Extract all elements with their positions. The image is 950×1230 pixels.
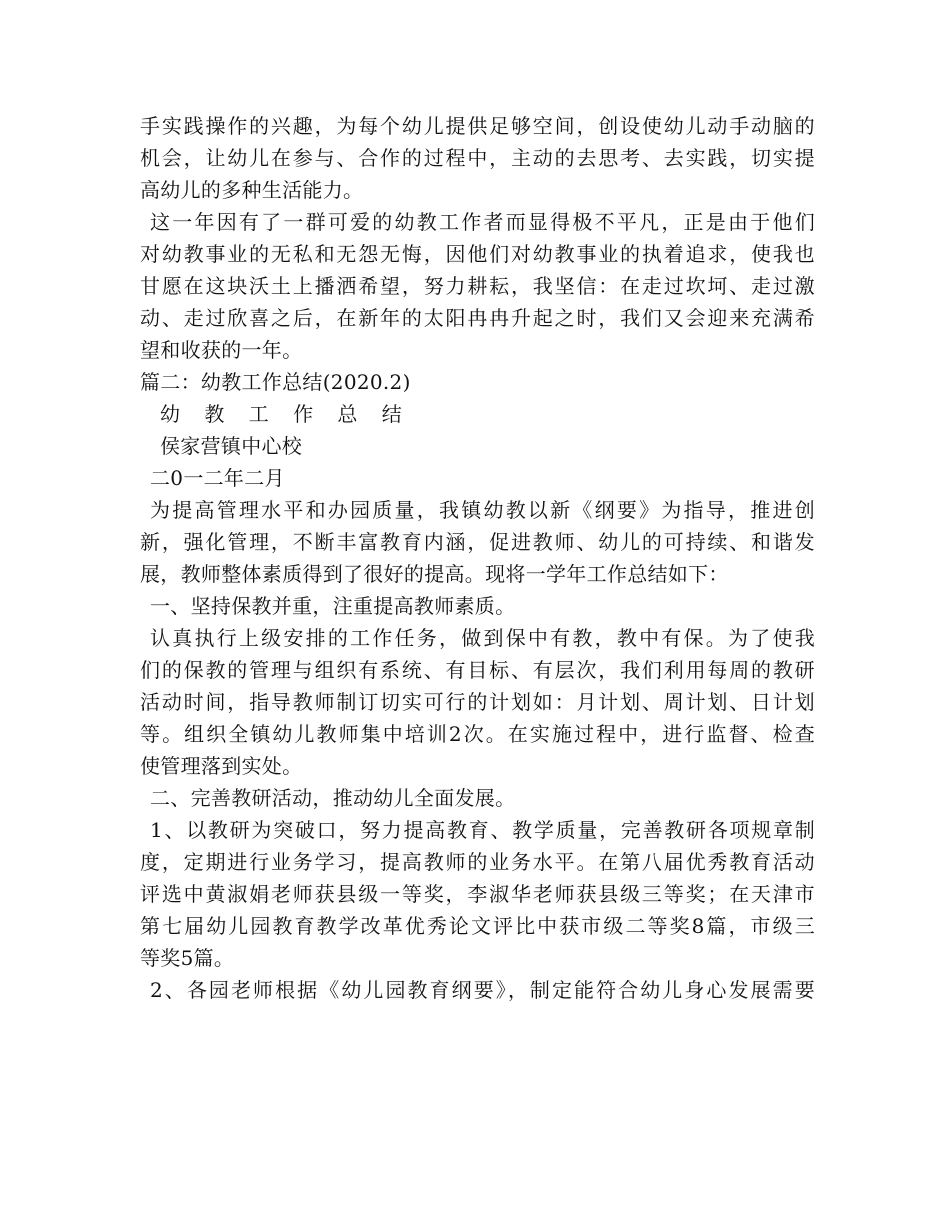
school-name: 侯家营镇中心校 [160, 434, 303, 458]
paragraph-line: 活动时间，指导教师制订切实可行的计划如：月计划、周计划、日计划 [140, 690, 815, 714]
paragraph-line: 2、各园老师根据《幼儿园教育纲要》，制定能符合幼儿身心发展需要 [150, 978, 815, 1002]
paragraph-line: 展，教师整体素质得到了很好的提高。现将一学年工作总结如下： [140, 562, 729, 586]
document-title: 幼 教 工 作 总 结 [160, 402, 411, 426]
paragraph-line: 高幼儿的多种生活能力。 [140, 178, 364, 202]
paragraph-line: 动、走过欣喜之后，在新年的太阳冉冉升起之时，我们又会迎来充满希 [140, 306, 815, 330]
paragraph-line: 甘愿在这块沃土上播洒希望，努力耕耘，我坚信：在走过坎坷、走过激 [140, 274, 815, 298]
paragraph-line: 等奖5篇。 [140, 946, 235, 970]
paragraph-line: 望和收获的一年。 [140, 338, 303, 362]
paragraph-line: 为提高管理水平和办园质量，我镇幼教以新《纲要》为指导，推进创 [150, 498, 815, 522]
section-heading: 篇二：幼教工作总结(2020.2) [140, 370, 411, 394]
subsection-heading: 二、完善教研活动，推动幼儿全面发展。 [150, 786, 516, 810]
document-body [140, 110, 815, 1006]
paragraph-line: 度，定期进行业务学习，提高教师的业务水平。在第八届优秀教育活动 [140, 850, 815, 874]
paragraph-line: 认真执行上级安排的工作任务，做到保中有教，教中有保。为了使我 [150, 626, 815, 650]
paragraph-line: 等。组织全镇幼儿教师集中培训2次。在实施过程中，进行监督、检查 [140, 722, 815, 746]
paragraph-line: 新，强化管理，不断丰富教育内涵，促进教师、幼儿的可持续、和谐发 [140, 530, 815, 554]
paragraph-line: 机会，让幼儿在参与、合作的过程中，主动的去思考、去实践，切实提 [140, 146, 815, 170]
paragraph-line: 这一年因有了一群可爱的幼教工作者而显得极不平凡，正是由于他们 [150, 210, 815, 234]
paragraph-line: 们的保教的管理与组织有系统、有目标、有层次，我们利用每周的教研 [140, 658, 815, 682]
document-date: 二0一二年二月 [150, 466, 285, 490]
paragraph-line: 评选中黄淑娟老师获县级一等奖，李淑华老师获县级三等奖；在天津市 [140, 882, 815, 906]
paragraph-line: 对幼教事业的无私和无怨无悔，因他们对幼教事业的执着追求，使我也 [140, 242, 815, 266]
subsection-heading: 一、坚持保教并重，注重提高教师素质。 [150, 594, 516, 618]
paragraph-line: 1、以教研为突破口，努力提高教育、教学质量，完善教研各项规章制 [150, 818, 815, 842]
paragraph-line: 手实践操作的兴趣，为每个幼儿提供足够空间，创设使幼儿动手动脑的 [140, 114, 815, 138]
paragraph-line: 使管理落到实处。 [140, 754, 303, 778]
paragraph-line: 第七届幼儿园教育教学改革优秀论文评比中获市级二等奖8篇，市级三 [140, 914, 815, 938]
